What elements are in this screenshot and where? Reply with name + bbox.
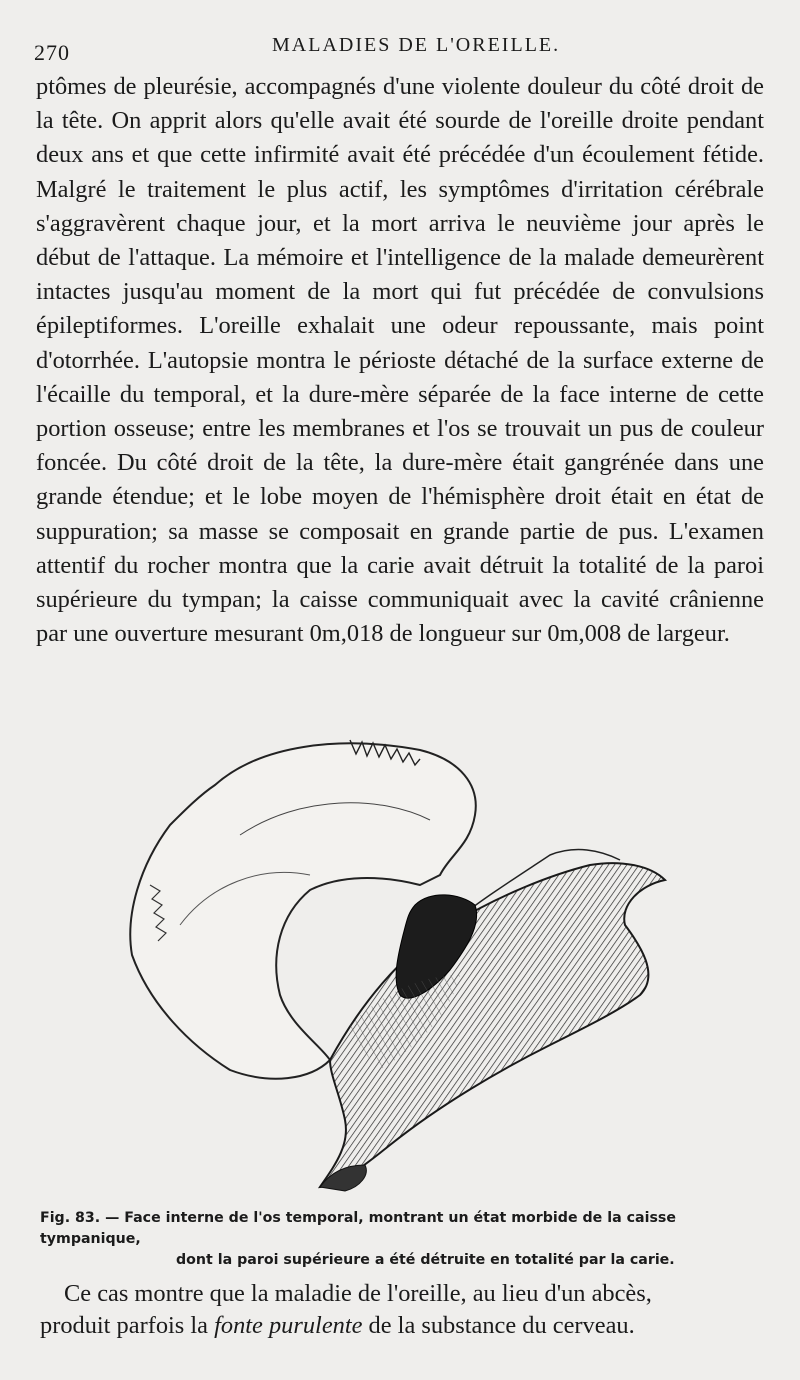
closing-paragraph bbox=[40, 1278, 764, 1342]
body-paragraph: ptômes de pleurésie, accompagnés d'une violente douleur du côté droit de la tête. On apprit alors qu'elle avait été sourde de l'oreille droite pendant deux ans et que cette infirmité avait été précédée d'un écoulement fétide. Malgré le traitement le plus actif, les symptômes d'irritation cérébrale s'aggravèrent chaque jour, et la mort arriva le neuvième jour après le début de l'attaque. La mémoire et l'intelligence de la malade demeurèrent intactes jusqu'au moment de la mort qui fut précédée de convulsions épileptiformes. L'oreille exhalait une odeur repoussante, mais point d'otorrhée. L'autopsie montra le périoste détaché de la surface externe de l'écaille du temporal, et la dure-mère séparée de la face interne de cette portion osseuse; entre les membranes et l'os se trouvait un pus de couleur foncée. Du côté droit de la tête, la dure-mère était gangrénée dans une grande étendue; et le lobe moyen de l'hémisphère droit était en état de suppuration; sa masse se composait en grande partie de pus. L'examen attentif du rocher montra que la carie avait détruit la totalité de la paroi supérieure du tympan; la caisse communiquait avec la cavité crânienne par une ouverture mesurant 0m,018 de longueur sur 0m,008 de largeur. bbox=[36, 73, 764, 648]
running-title: MALADIES DE L'OREILLE. bbox=[272, 34, 561, 56]
figure-temporal-bone bbox=[120, 725, 680, 1200]
page-number: 270 bbox=[34, 40, 70, 65]
caption-label: Fig. 83. bbox=[40, 1210, 101, 1226]
caption-line-2: dont la paroi supérieure a été détruite en totalité par la carie. bbox=[176, 1252, 675, 1268]
temporal-bone-illustration bbox=[120, 725, 680, 1200]
closing-line-2: produit parfois la fonte purulente de la substance du cerveau. bbox=[40, 1312, 635, 1339]
caption-line-1: — Face interne de l'os temporal, montrant un état morbide de la caisse tympanique, bbox=[40, 1210, 676, 1247]
figure-caption bbox=[40, 1208, 764, 1271]
closing-italic-term: fonte purulente bbox=[214, 1312, 363, 1339]
closing-line-1: Ce cas montre que la maladie de l'oreille, au lieu d'un abcès, bbox=[64, 1280, 652, 1307]
